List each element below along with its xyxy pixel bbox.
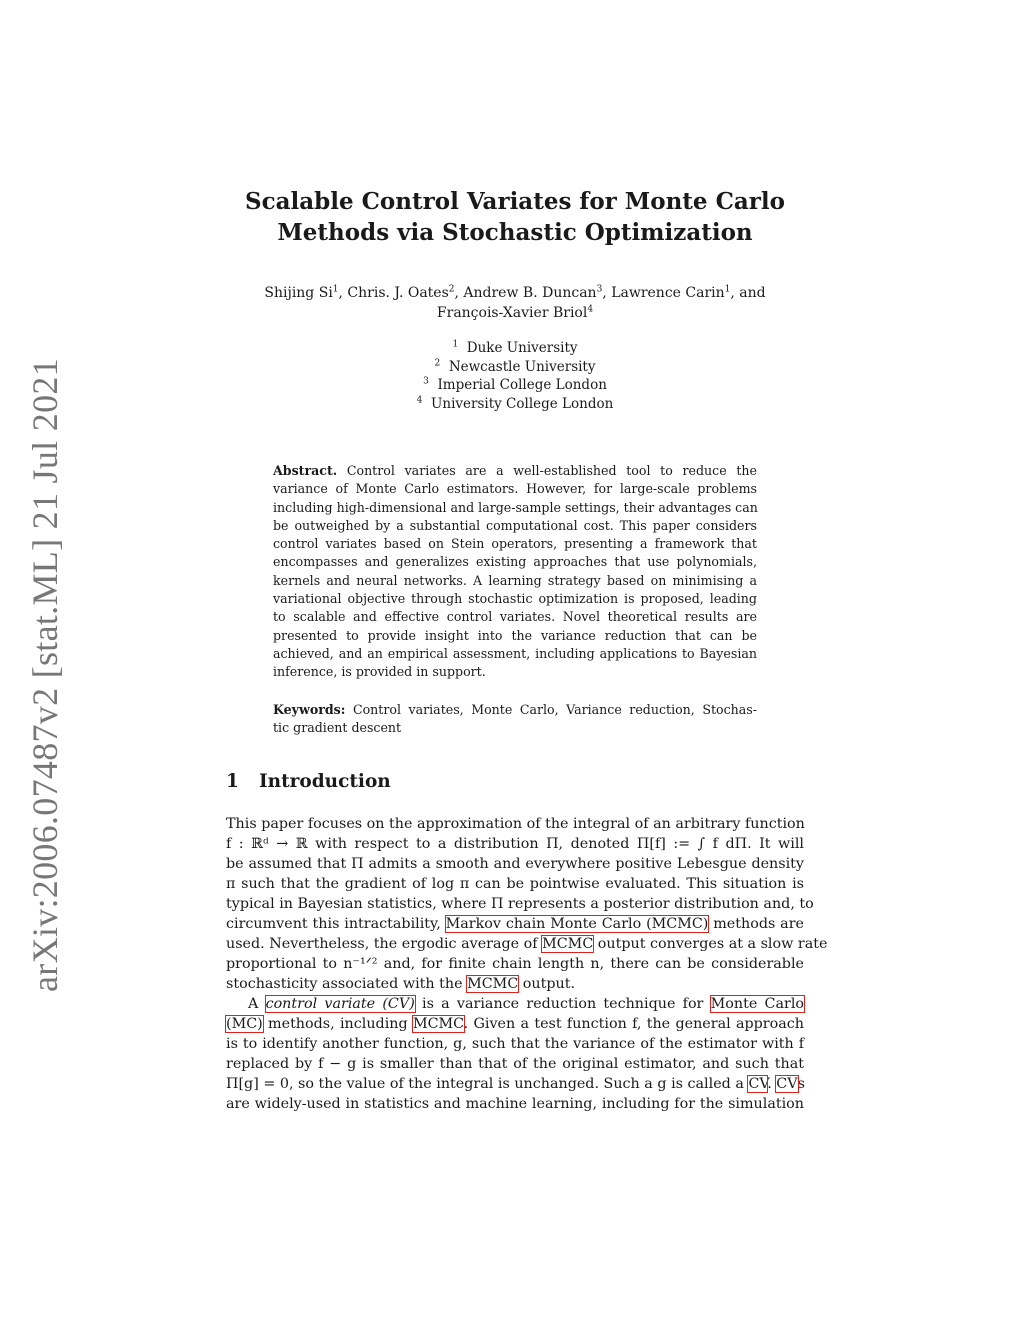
author-name: , Chris. J. Oates xyxy=(338,285,449,301)
author-name: , Andrew B. Duncan xyxy=(454,285,597,301)
abstract-line: variance of Monte Carlo estimators. However, for large-scale problems xyxy=(273,481,757,497)
authors-line-2 xyxy=(226,303,804,323)
author-affil-mark: 1 xyxy=(724,284,731,295)
body-line: be assumed that Π admits a smooth and everywhere positive Lebesgue density xyxy=(226,856,804,872)
abstract-line: kernels and neural networks. A learning strategy based on minimising a xyxy=(273,572,757,588)
affiliation xyxy=(226,358,804,377)
affiliation-number: 1 xyxy=(452,339,459,350)
abstract-line: achieved, and an empirical assessment, including applications to Bayesian xyxy=(273,645,757,661)
abstract-line: inference, is provided in support. xyxy=(273,664,486,680)
author-affil-mark: 4 xyxy=(587,304,594,315)
cv-link[interactable]: CV xyxy=(776,1076,798,1092)
affiliation-name: Newcastle University xyxy=(448,358,596,375)
abstract-line: presented to provide insight into the variance reduction that can be xyxy=(273,627,757,643)
author-affil-mark: 3 xyxy=(596,284,603,295)
affiliation-list xyxy=(226,339,804,413)
affiliation-number: 2 xyxy=(434,358,441,368)
author-separator: , and xyxy=(730,285,766,301)
body-line: is to identify another function, g, such that the variance of the estimator with f xyxy=(226,1036,804,1052)
author-name: François-Xavier Briol xyxy=(436,305,588,321)
body-line: replaced by f − g is smaller than that of the original estimator, and such that xyxy=(226,1056,804,1072)
abstract xyxy=(273,462,757,682)
title-line-1: Scalable Control Variates for Monte Carlo xyxy=(245,188,785,215)
affiliation xyxy=(226,376,804,395)
abstract-line: encompasses and generalizes existing approaches that use polynomials, xyxy=(273,554,757,570)
abstract-line: variational objective through stochastic optimization is proposed, leading xyxy=(273,591,757,607)
title-line-2: Methods via Stochastic Optimization xyxy=(277,219,753,246)
body-line: are widely-used in statistics and machine learning, including for the simulation xyxy=(226,1096,804,1112)
body-line: used. Nevertheless, the ergodic average of MCMC output converges at a slow rate xyxy=(226,936,828,952)
abstract-line: including high-dimensional and large-sample settings, their advantages can xyxy=(273,499,758,515)
mcmc-link[interactable]: MCMC xyxy=(467,976,519,992)
affiliation-name: University College London xyxy=(431,395,614,412)
body-line: circumvent this intractability, Markov chain Monte Carlo (MCMC) methods are xyxy=(226,916,804,932)
cv-link[interactable]: CV xyxy=(748,1076,768,1092)
body-line: Π[g] = 0, so the value of the integral is unchanged. Such a g is called a CV. CVs xyxy=(226,1076,805,1092)
body-line: stochasticity associated with the MCMC output. xyxy=(226,976,576,992)
section-title: Introduction xyxy=(259,771,391,792)
control-variate-link[interactable]: control variate (CV) xyxy=(265,996,415,1012)
mcmc-acronym-link[interactable]: Markov chain Monte Carlo (MCMC) xyxy=(445,916,709,932)
mcmc-link[interactable]: MCMC xyxy=(542,936,594,952)
abstract-label: Abstract. xyxy=(273,463,338,478)
affiliation-number: 4 xyxy=(416,395,423,405)
abstract-line: control variates based on Stein operators, presenting a framework that xyxy=(273,536,757,552)
body-line: This paper focuses on the approximation of the integral of an arbitrary function xyxy=(226,816,805,832)
body-line: A control variate (CV) is a variance reduction technique for Monte Carlo xyxy=(248,996,804,1012)
body-line: π such that the gradient of log π can be pointwise evaluated. This situation is xyxy=(226,876,804,892)
section-number: 1 xyxy=(226,771,239,792)
body-text xyxy=(226,814,828,1114)
keywords-label: Keywords: xyxy=(273,702,346,717)
paper-title xyxy=(226,186,804,248)
body-line: (MC) methods, including MCMC. Given a test function f, the general approach xyxy=(226,1016,804,1032)
affiliation xyxy=(226,339,804,358)
monte-carlo-link[interactable]: Monte Carlo xyxy=(710,996,804,1012)
affiliation-name: Imperial College London xyxy=(437,377,607,393)
author-affil-mark: 1 xyxy=(332,284,339,295)
authors-line-1 xyxy=(226,283,804,303)
keywords xyxy=(273,701,757,738)
abstract-line: to scalable and effective control variates. Novel theoretical results are xyxy=(273,609,757,625)
author-affil-mark: 2 xyxy=(448,284,455,295)
body-line: proportional to n⁻¹ᐟ² and, for finite chain length n, there can be considerable xyxy=(226,956,804,972)
affiliation-name: Duke University xyxy=(466,340,578,356)
author-name: , Lawrence Carin xyxy=(602,285,725,301)
section-heading xyxy=(226,771,391,792)
body-line: typical in Bayesian statistics, where Π represents a posterior distribution and, to xyxy=(226,896,814,912)
affiliation xyxy=(226,395,804,414)
body-line: f : ℝᵈ → ℝ with respect to a distribution Π, denoted Π[f] := ∫ f dΠ. It will xyxy=(226,836,804,852)
keywords-line: Keywords: Control variates, Monte Carlo, Variance reduction, Stochas- xyxy=(273,702,757,717)
arxiv-sidebar xyxy=(20,360,70,990)
keywords-line: tic gradient descent xyxy=(273,720,402,736)
affiliation-number: 3 xyxy=(423,376,429,387)
author-name: Shijing Si xyxy=(264,285,333,301)
abstract-line: Abstract. Control variates are a well-established tool to reduce the xyxy=(273,463,757,478)
mcmc-link[interactable]: MCMC xyxy=(412,1016,464,1032)
abstract-line: be outweighed by a substantial computational cost. This paper considers xyxy=(273,517,757,533)
mc-acronym-link[interactable]: (MC) xyxy=(226,1016,263,1032)
arxiv-identifier: arXiv:2006.07487v2 [stat.ML] 21 Jul 2021 xyxy=(25,358,66,992)
author-list xyxy=(226,283,804,323)
